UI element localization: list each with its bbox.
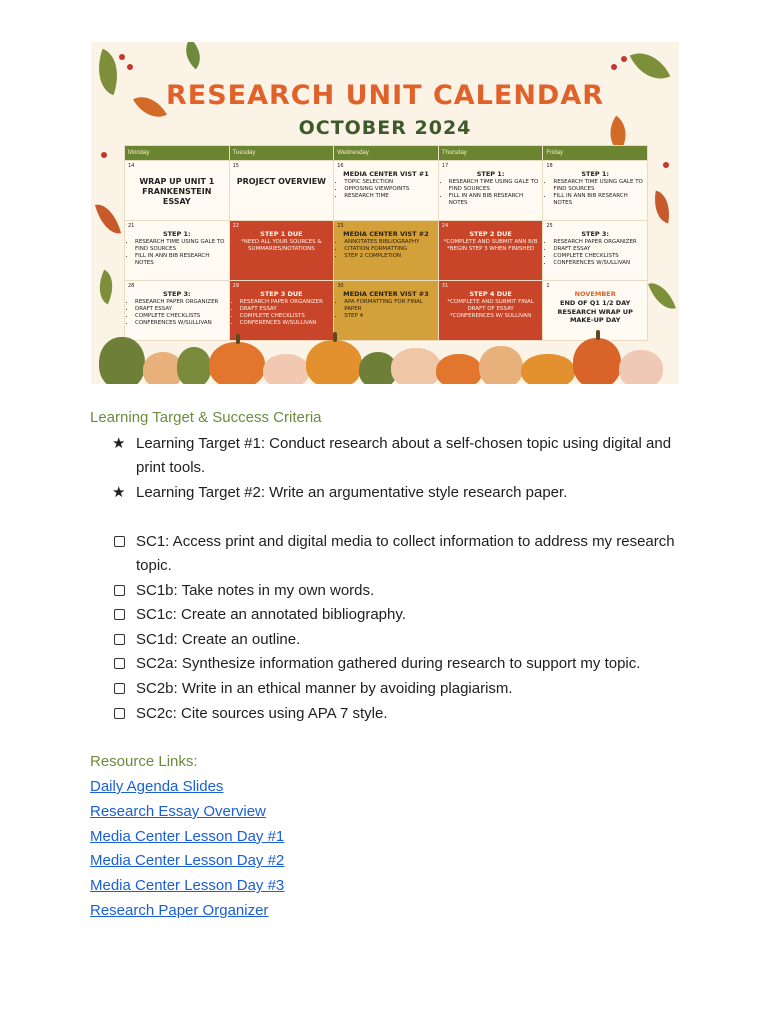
event-title: WRAP UP UNIT 1 FRANKENSTEIN ESSAY	[139, 177, 215, 206]
link-media-center-day-3[interactable]: Media Center Lesson Day #3	[90, 877, 285, 895]
event-title: STEP 3:	[581, 230, 610, 238]
link-media-center-day-1[interactable]: Media Center Lesson Day #1	[90, 827, 285, 845]
day-number: 23	[337, 223, 344, 229]
berry-decoration	[621, 56, 627, 62]
day-number: 30	[337, 283, 344, 289]
event-detail: • RESEARCH TIME	[344, 193, 435, 200]
event-detail: • RESEARCH PAPER ORGANIZER	[553, 239, 644, 246]
calendar-month: OCTOBER 2024	[298, 117, 472, 139]
calendar-day-cell	[334, 161, 439, 221]
event-detail-list	[546, 179, 644, 207]
event-detail: • ANNOTATES BIBLIOGRAPHY	[344, 239, 435, 246]
event-title: MEDIA CENTER VIST #2	[343, 230, 429, 238]
berry-decoration	[127, 64, 133, 70]
event-title: MEDIA CENTER VIST #1	[343, 170, 429, 178]
event-detail: *NEED ALL YOUR SOURCES & SUMMARIES/NOTATIONS	[241, 239, 322, 252]
pumpkin-stem-decoration	[596, 330, 600, 340]
day-number: 18	[546, 163, 553, 169]
pumpkin-decoration	[306, 340, 362, 384]
pumpkin-stem-decoration	[333, 332, 337, 342]
day-number: 17	[441, 163, 449, 169]
checkbox[interactable]	[114, 536, 125, 547]
event-detail: • STEP 2 COMPLETION	[344, 253, 435, 260]
checklist-item: SC2a: Synthesize information gathered during research to support my topic.	[112, 652, 692, 676]
pumpkin-decoration	[177, 347, 211, 384]
berry-decoration	[101, 152, 107, 158]
event-detail: *COMPLETE AND SUBMIT FINAL DRAFT OF ESSAY	[447, 299, 534, 312]
calendar-day-cell	[543, 161, 648, 221]
learning-target-item: ★ Learning Target #2: Write an argumentative style research paper.	[112, 481, 692, 505]
event-detail: *BEGIN STEP 3 WHEN FINISHED	[447, 246, 535, 252]
day-number: 22	[232, 223, 239, 229]
day-number: 29	[232, 283, 239, 289]
resource-links-heading: Resource Links:	[90, 753, 198, 770]
checklist-item: SC1: Access print and digital media to collect information to address my research topic.	[112, 530, 692, 578]
checkbox[interactable]	[114, 683, 125, 694]
event-detail: • DRAFT ESSAY	[240, 306, 331, 313]
weekday-header: Thursday	[438, 146, 543, 161]
day-number: 1	[546, 283, 550, 289]
calendar-banner-image	[91, 42, 679, 384]
event-title: END OF Q1 1/2 DAY	[560, 299, 631, 307]
event-detail: • FILL IN ANN BIB RESEARCH NOTES	[135, 253, 226, 267]
calendar-day-cell	[334, 281, 439, 341]
event-detail: • RESEARCH PAPER ORGANIZER	[135, 299, 226, 306]
event-detail: *COMPLETE AND SUBMIT ANN B/B	[443, 239, 538, 245]
event-detail-list	[233, 299, 331, 327]
pumpkin-stem-decoration	[236, 334, 240, 344]
berry-decoration	[119, 54, 125, 60]
link-research-paper-organizer[interactable]: Research Paper Organizer	[90, 901, 269, 919]
learning-target-list	[112, 432, 692, 506]
checklist-item: SC1b: Take notes in my own words.	[112, 579, 692, 603]
leaf-decoration	[651, 191, 674, 224]
calendar-day-cell	[125, 161, 230, 221]
event-title: MEDIA CENTER VIST #3	[343, 290, 429, 298]
pumpkin-decoration	[619, 350, 663, 384]
event-detail-list	[442, 239, 540, 253]
checklist-item: SC2c: Cite sources using APA 7 style.	[112, 702, 692, 726]
checklist-item: SC1c: Create an annotated bibliography.	[112, 603, 692, 627]
event-title: STEP 2 DUE	[469, 230, 512, 238]
event-detail: • CONFERENCES W/SULLIVAN	[135, 320, 226, 327]
pumpkin-decoration	[263, 354, 309, 384]
pumpkin-decoration	[99, 337, 145, 384]
day-number: 31	[441, 283, 449, 289]
berry-decoration	[611, 64, 617, 70]
checklist-item: SC1d: Create an outline.	[112, 628, 692, 652]
learning-target-heading: Learning Target & Success Criteria	[90, 409, 322, 426]
pumpkin-decoration	[521, 354, 575, 384]
calendar-day-cell	[229, 281, 334, 341]
calendar-day-cell	[229, 161, 334, 221]
leaf-decoration	[95, 200, 121, 238]
event-detail: • CITATION FORMATTING	[344, 246, 435, 253]
leaf-decoration	[177, 42, 208, 69]
day-number: 21	[128, 223, 135, 229]
event-detail-list	[546, 239, 644, 267]
calendar-day-cell	[229, 221, 334, 281]
calendar-day-cell	[438, 161, 543, 221]
event-detail: • CONFERENCES W/SULLIVAN	[240, 320, 331, 327]
weekday-header: Monday	[125, 146, 230, 161]
event-detail-list	[233, 239, 331, 253]
star-bullet-icon: ★	[112, 435, 126, 452]
leaf-decoration	[648, 278, 676, 314]
pumpkin-decoration	[391, 348, 441, 384]
weekday-header: Wednesday	[334, 146, 439, 161]
event-title: STEP 1:	[162, 230, 191, 238]
calendar-week-row	[125, 281, 648, 341]
link-daily-agenda-slides[interactable]: Daily Agenda Slides	[90, 778, 224, 795]
berry-decoration	[663, 162, 669, 168]
checkbox[interactable]	[114, 634, 125, 645]
event-detail: • OPPOSING VIEWPOINTS	[344, 186, 435, 193]
event-detail: *CONFERENCES W/ SULLIVAN	[449, 313, 532, 319]
star-bullet-icon: ★	[112, 484, 126, 501]
event-detail: • COMPLETE CHECKLISTS	[553, 253, 644, 260]
calendar-day-cell	[438, 281, 543, 341]
weekday-header: Friday	[543, 146, 648, 161]
event-title: STEP 3 DUE	[260, 290, 303, 298]
event-title: STEP 3:	[162, 290, 191, 298]
learning-target-item: ★ Learning Target #1: Conduct research about a self-chosen topic using digital and print tools.	[112, 432, 692, 480]
calendar-day-cell	[125, 221, 230, 281]
event-detail: • COMPLETE CHECKLISTS	[240, 313, 331, 320]
calendar-week-row	[125, 221, 648, 281]
event-title: PROJECT OVERVIEW	[236, 177, 327, 186]
event-detail: • RESEARCH TIME USING GALE TO FIND SOURCES	[553, 179, 644, 193]
checkbox[interactable]	[114, 658, 125, 669]
day-number: 16	[337, 163, 344, 169]
event-detail-list	[128, 299, 226, 327]
event-detail-list	[128, 239, 226, 267]
calendar-day-cell	[438, 221, 543, 281]
day-number: 25	[546, 223, 553, 229]
calendar-day-cell	[125, 281, 230, 341]
checkbox[interactable]	[114, 585, 125, 596]
event-detail: • STEP 4	[344, 313, 435, 320]
calendar-grid	[124, 145, 648, 341]
pumpkin-decoration	[479, 346, 523, 384]
event-detail: • RESEARCH PAPER ORGANIZER	[240, 299, 331, 306]
event-detail: • DRAFT ESSAY	[553, 246, 644, 253]
event-title: STEP 1:	[476, 170, 505, 178]
pumpkin-decoration	[436, 354, 482, 384]
day-number: 15	[232, 163, 239, 169]
event-title: STEP 1 DUE	[260, 230, 303, 238]
calendar-day-cell	[334, 221, 439, 281]
event-detail: • CONFERENCES W/SULLIVAN	[553, 260, 644, 267]
event-detail: • FILL IN ANN BIB RESEARCH NOTES	[553, 193, 644, 207]
event-detail-list	[337, 179, 435, 200]
event-detail-list	[337, 239, 435, 260]
event-detail: • FILL IN ANN BIB RESEARCH NOTES	[449, 193, 540, 207]
day-number: 24	[441, 223, 449, 229]
leaf-decoration	[92, 270, 121, 305]
calendar-day-cell	[543, 221, 648, 281]
pumpkin-decoration	[573, 338, 621, 384]
event-detail: • RESEARCH TIME USING GALE TO FIND SOURCES	[135, 239, 226, 253]
day-number: 28	[128, 283, 135, 289]
resource-link-list	[90, 775, 284, 924]
checklist-item: SC2b: Write in an ethical manner by avoiding plagiarism.	[112, 677, 692, 701]
weekday-header: Tuesday	[229, 146, 334, 161]
month-label: NOVEMBER	[574, 290, 616, 298]
event-detail: • DRAFT ESSAY	[135, 306, 226, 313]
event-detail-list	[442, 179, 540, 207]
event-detail-list	[337, 299, 435, 320]
event-note: RESEARCH WRAP UP MAKE-UP DAY	[557, 308, 633, 324]
pumpkin-decoration	[209, 342, 265, 384]
event-title: STEP 4 DUE	[469, 290, 512, 298]
checkbox[interactable]	[114, 609, 125, 620]
calendar-week-row	[125, 161, 648, 221]
event-detail: • COMPLETE CHECKLISTS	[135, 313, 226, 320]
event-detail: • APA FORMATTING FOR FINAL PAPER	[344, 299, 435, 313]
event-detail: • TOPIC SELECTION	[344, 179, 435, 186]
link-media-center-day-2[interactable]: Media Center Lesson Day #2	[90, 852, 285, 870]
calendar-title: RESEARCH UNIT CALENDAR	[165, 80, 605, 111]
day-number: 14	[128, 163, 135, 169]
event-detail-list	[442, 299, 540, 320]
event-title: STEP 1:	[581, 170, 610, 178]
event-detail: • RESEARCH TIME USING GALE TO FIND SOURCES	[449, 179, 540, 193]
success-criteria-checklist	[112, 530, 692, 726]
link-research-essay-overview[interactable]: Research Essay Overview	[90, 802, 266, 820]
checkbox[interactable]	[114, 708, 125, 719]
